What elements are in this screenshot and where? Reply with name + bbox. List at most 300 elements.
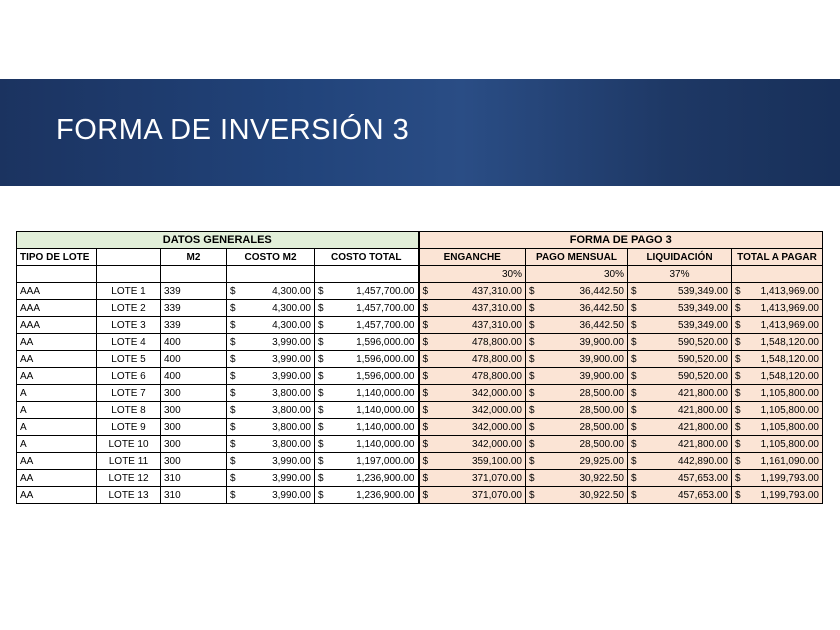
cell-costo-m2	[227, 419, 315, 436]
currency-symbol: $	[735, 404, 741, 416]
money-value	[735, 488, 819, 503]
amount: 1,105,800.00	[760, 421, 819, 433]
cell-costo-total	[315, 385, 419, 402]
currency-symbol: $	[631, 370, 637, 382]
table-row	[17, 402, 823, 419]
currency-symbol: $	[735, 285, 741, 297]
currency-symbol: $	[318, 489, 324, 501]
amount: 1,548,120.00	[760, 370, 819, 382]
cell-pago-mensual	[526, 436, 628, 453]
cell-tipo-de-lote: A	[17, 402, 97, 419]
cell-tipo-de-lote: AA	[17, 470, 97, 487]
cell-enganche	[419, 317, 526, 334]
percent-pago-mensual: 30%	[526, 266, 628, 283]
cell-lote: LOTE 11	[97, 453, 161, 470]
amount: 36,442.50	[579, 285, 624, 297]
group-forma-de-pago: FORMA DE PAGO 3	[419, 232, 823, 249]
amount: 3,990.00	[272, 353, 311, 365]
cell-pago-mensual	[526, 402, 628, 419]
cell-tipo-de-lote: AA	[17, 368, 97, 385]
cell-enganche	[419, 385, 526, 402]
currency-symbol: $	[529, 489, 535, 501]
cell-m2: 400	[161, 334, 227, 351]
cell-costo-total	[315, 402, 419, 419]
cell-costo-m2	[227, 487, 315, 504]
currency-symbol: $	[735, 489, 741, 501]
cell-enganche	[419, 283, 526, 300]
cell-m2: 400	[161, 351, 227, 368]
currency-symbol: $	[735, 421, 741, 433]
empty-cell	[161, 266, 227, 283]
cell-pago-mensual	[526, 317, 628, 334]
currency-symbol: $	[318, 472, 324, 484]
amount: 29,925.00	[579, 455, 624, 467]
cell-total	[732, 368, 823, 385]
money-value	[423, 318, 523, 333]
cell-costo-total	[315, 453, 419, 470]
cell-liquidacion	[628, 402, 732, 419]
slide-title: FORMA DE INVERSIÓN 3	[56, 114, 410, 146]
amount: 36,442.50	[579, 319, 624, 331]
cell-lote: LOTE 10	[97, 436, 161, 453]
amount: 371,070.00	[471, 472, 522, 484]
cell-total	[732, 351, 823, 368]
cell-liquidacion	[628, 351, 732, 368]
amount: 437,310.00	[471, 302, 522, 314]
currency-symbol: $	[422, 438, 429, 450]
money-value	[423, 369, 523, 384]
currency-symbol: $	[422, 336, 429, 348]
percent-row	[17, 266, 823, 283]
money-value	[423, 420, 523, 435]
money-value	[318, 437, 415, 452]
money-value	[735, 454, 819, 469]
money-value	[423, 335, 523, 350]
amount: 1,413,969.00	[760, 319, 819, 331]
cell-costo-m2	[227, 334, 315, 351]
cell-m2: 339	[161, 300, 227, 317]
money-value	[230, 488, 311, 503]
cell-m2: 300	[161, 436, 227, 453]
money-value	[631, 301, 728, 316]
cell-tipo-de-lote: A	[17, 385, 97, 402]
cell-costo-total	[315, 283, 419, 300]
currency-symbol: $	[422, 455, 429, 467]
cell-m2: 310	[161, 470, 227, 487]
money-value	[631, 369, 728, 384]
cell-m2: 400	[161, 368, 227, 385]
currency-symbol: $	[735, 455, 741, 467]
cell-tipo-de-lote: A	[17, 436, 97, 453]
amount: 421,800.00	[677, 387, 728, 399]
amount: 421,800.00	[677, 404, 728, 416]
cell-liquidacion	[628, 300, 732, 317]
header-costo-total: COSTO TOTAL	[315, 249, 419, 266]
money-value	[529, 318, 624, 333]
cell-total	[732, 300, 823, 317]
money-value	[230, 352, 311, 367]
cell-tipo-de-lote: AA	[17, 351, 97, 368]
currency-symbol: $	[422, 404, 429, 416]
amount: 359,100.00	[471, 455, 522, 467]
money-value	[230, 437, 311, 452]
amount: 457,653.00	[677, 489, 728, 501]
currency-symbol: $	[230, 489, 236, 501]
money-value	[735, 318, 819, 333]
cell-lote: LOTE 7	[97, 385, 161, 402]
table-row	[17, 300, 823, 317]
money-value	[318, 369, 415, 384]
currency-symbol: $	[422, 353, 429, 365]
currency-symbol: $	[529, 421, 535, 433]
amount: 342,000.00	[471, 438, 522, 450]
table-row	[17, 368, 823, 385]
empty-cell	[17, 266, 97, 283]
currency-symbol: $	[318, 387, 324, 399]
currency-symbol: $	[631, 353, 637, 365]
cell-enganche	[419, 334, 526, 351]
cell-m2: 300	[161, 419, 227, 436]
amount: 342,000.00	[471, 387, 522, 399]
header-pago-mensual: PAGO MENSUAL	[526, 249, 628, 266]
money-value	[318, 454, 415, 469]
money-value	[735, 369, 819, 384]
amount: 437,310.00	[471, 319, 522, 331]
cell-costo-total	[315, 436, 419, 453]
money-value	[423, 352, 523, 367]
money-value	[318, 284, 415, 299]
money-value	[230, 369, 311, 384]
amount: 1,596,000.00	[356, 336, 415, 348]
cell-lote: LOTE 5	[97, 351, 161, 368]
cell-lote: LOTE 9	[97, 419, 161, 436]
currency-symbol: $	[631, 285, 637, 297]
currency-symbol: $	[230, 455, 236, 467]
currency-symbol: $	[318, 353, 324, 365]
cell-total	[732, 436, 823, 453]
money-value	[735, 471, 819, 486]
cell-total	[732, 385, 823, 402]
money-value	[735, 420, 819, 435]
money-value	[318, 471, 415, 486]
money-value	[230, 335, 311, 350]
amount: 36,442.50	[579, 302, 624, 314]
currency-symbol: $	[529, 370, 535, 382]
amount: 1,105,800.00	[760, 404, 819, 416]
money-value	[631, 386, 728, 401]
amount: 342,000.00	[471, 404, 522, 416]
money-value	[735, 437, 819, 452]
empty-cell	[315, 266, 419, 283]
currency-symbol: $	[529, 387, 535, 399]
table-row	[17, 487, 823, 504]
cell-costo-total	[315, 334, 419, 351]
money-value	[423, 437, 523, 452]
amount: 590,520.00	[677, 336, 728, 348]
amount: 1,161,090.00	[760, 455, 819, 467]
cell-lote: LOTE 8	[97, 402, 161, 419]
money-value	[631, 403, 728, 418]
cell-liquidacion	[628, 317, 732, 334]
cell-lote: LOTE 1	[97, 283, 161, 300]
amount: 1,199,793.00	[760, 489, 819, 501]
currency-symbol: $	[529, 285, 535, 297]
currency-symbol: $	[631, 404, 637, 416]
cell-liquidacion	[628, 283, 732, 300]
cell-costo-m2	[227, 351, 315, 368]
currency-symbol: $	[318, 302, 324, 314]
money-value	[529, 369, 624, 384]
currency-symbol: $	[422, 370, 429, 382]
cell-tipo-de-lote: AAA	[17, 317, 97, 334]
currency-symbol: $	[318, 404, 324, 416]
money-value	[529, 284, 624, 299]
currency-symbol: $	[735, 336, 741, 348]
currency-symbol: $	[735, 353, 741, 365]
cell-costo-m2	[227, 385, 315, 402]
amount: 1,236,900.00	[356, 489, 415, 501]
amount: 3,990.00	[272, 472, 311, 484]
column-header-row	[17, 249, 823, 266]
empty-cell	[97, 266, 161, 283]
amount: 478,800.00	[471, 353, 522, 365]
currency-symbol: $	[230, 336, 236, 348]
currency-symbol: $	[529, 472, 535, 484]
header-total-a-pagar: TOTAL A PAGAR	[732, 249, 823, 266]
cell-lote: LOTE 6	[97, 368, 161, 385]
header-lote	[97, 249, 161, 266]
cell-m2: 300	[161, 385, 227, 402]
amount: 39,900.00	[579, 336, 624, 348]
money-value	[230, 403, 311, 418]
amount: 1,105,800.00	[760, 438, 819, 450]
cell-pago-mensual	[526, 368, 628, 385]
cell-total	[732, 470, 823, 487]
currency-symbol: $	[422, 285, 429, 297]
cell-total	[732, 317, 823, 334]
amount: 590,520.00	[677, 370, 728, 382]
cell-tipo-de-lote: A	[17, 419, 97, 436]
money-value	[529, 403, 624, 418]
amount: 3,800.00	[272, 387, 311, 399]
amount: 1,457,700.00	[356, 285, 415, 297]
money-value	[230, 454, 311, 469]
amount: 28,500.00	[579, 404, 624, 416]
money-value	[423, 488, 523, 503]
currency-symbol: $	[735, 438, 741, 450]
table-row	[17, 436, 823, 453]
cell-liquidacion	[628, 334, 732, 351]
amount: 478,800.00	[471, 370, 522, 382]
amount: 3,800.00	[272, 438, 311, 450]
money-value	[423, 471, 523, 486]
money-value	[423, 454, 523, 469]
money-value	[230, 420, 311, 435]
money-value	[735, 301, 819, 316]
cell-tipo-de-lote: AA	[17, 487, 97, 504]
currency-symbol: $	[631, 472, 637, 484]
amount: 1,197,000.00	[356, 455, 415, 467]
currency-symbol: $	[422, 387, 429, 399]
cell-enganche	[419, 436, 526, 453]
money-value	[230, 386, 311, 401]
money-value	[735, 403, 819, 418]
cell-m2: 300	[161, 453, 227, 470]
cell-costo-m2	[227, 436, 315, 453]
currency-symbol: $	[230, 353, 236, 365]
money-value	[318, 318, 415, 333]
money-value	[631, 284, 728, 299]
money-value	[529, 420, 624, 435]
money-value	[529, 352, 624, 367]
money-value	[735, 335, 819, 350]
cell-m2: 300	[161, 402, 227, 419]
amount: 478,800.00	[471, 336, 522, 348]
amount: 1,457,700.00	[356, 319, 415, 331]
currency-symbol: $	[318, 370, 324, 382]
amount: 30,922.50	[579, 472, 624, 484]
currency-symbol: $	[631, 302, 637, 314]
amount: 3,990.00	[272, 489, 311, 501]
currency-symbol: $	[529, 455, 535, 467]
cell-m2: 310	[161, 487, 227, 504]
header-tipo-de-lote: TIPO DE LOTE	[17, 249, 97, 266]
cell-tipo-de-lote: AAA	[17, 283, 97, 300]
cell-costo-m2	[227, 283, 315, 300]
currency-symbol: $	[735, 370, 741, 382]
cell-costo-total	[315, 487, 419, 504]
amount: 421,800.00	[677, 421, 728, 433]
group-datos-generales: DATOS GENERALES	[17, 232, 419, 249]
amount: 1,548,120.00	[760, 336, 819, 348]
table-row	[17, 334, 823, 351]
cell-lote: LOTE 2	[97, 300, 161, 317]
cell-m2: 339	[161, 317, 227, 334]
money-value	[230, 318, 311, 333]
cell-pago-mensual	[526, 385, 628, 402]
cell-liquidacion	[628, 368, 732, 385]
amount: 28,500.00	[579, 387, 624, 399]
amount: 1,140,000.00	[356, 421, 415, 433]
currency-symbol: $	[529, 336, 535, 348]
cell-tipo-de-lote: AA	[17, 334, 97, 351]
currency-symbol: $	[735, 302, 741, 314]
cell-pago-mensual	[526, 334, 628, 351]
cell-pago-mensual	[526, 300, 628, 317]
currency-symbol: $	[735, 472, 741, 484]
cell-enganche	[419, 300, 526, 317]
amount: 1,140,000.00	[356, 404, 415, 416]
group-header-row	[17, 232, 823, 249]
money-value	[318, 420, 415, 435]
amount: 421,800.00	[677, 438, 728, 450]
currency-symbol: $	[318, 421, 324, 433]
cell-m2: 339	[161, 283, 227, 300]
cell-total	[732, 402, 823, 419]
currency-symbol: $	[230, 404, 236, 416]
money-value	[423, 403, 523, 418]
money-value	[631, 352, 728, 367]
cell-enganche	[419, 368, 526, 385]
amount: 442,890.00	[677, 455, 728, 467]
currency-symbol: $	[735, 387, 741, 399]
cell-total	[732, 453, 823, 470]
amount: 3,990.00	[272, 336, 311, 348]
cell-total	[732, 419, 823, 436]
money-value	[529, 301, 624, 316]
money-value	[318, 403, 415, 418]
table-row	[17, 470, 823, 487]
amount: 342,000.00	[471, 421, 522, 433]
money-value	[631, 437, 728, 452]
table-row	[17, 385, 823, 402]
amount: 1,596,000.00	[356, 370, 415, 382]
cell-enganche	[419, 419, 526, 436]
currency-symbol: $	[230, 472, 236, 484]
money-value	[631, 471, 728, 486]
currency-symbol: $	[318, 438, 324, 450]
money-value	[318, 488, 415, 503]
amount: 1,140,000.00	[356, 387, 415, 399]
money-value	[529, 386, 624, 401]
amount: 3,800.00	[272, 421, 311, 433]
cell-pago-mensual	[526, 351, 628, 368]
money-value	[318, 335, 415, 350]
header-enganche: ENGANCHE	[419, 249, 526, 266]
header-liquidacion: LIQUIDACIÓN	[628, 249, 732, 266]
cell-pago-mensual	[526, 283, 628, 300]
cell-liquidacion	[628, 487, 732, 504]
cell-lote: LOTE 3	[97, 317, 161, 334]
amount: 1,236,900.00	[356, 472, 415, 484]
amount: 1,140,000.00	[356, 438, 415, 450]
currency-symbol: $	[529, 438, 535, 450]
money-value	[318, 352, 415, 367]
amount: 539,349.00	[677, 302, 728, 314]
amount: 539,349.00	[677, 285, 728, 297]
money-value	[423, 301, 523, 316]
cell-enganche	[419, 470, 526, 487]
money-value	[529, 454, 624, 469]
amount: 1,457,700.00	[356, 302, 415, 314]
amount: 539,349.00	[677, 319, 728, 331]
cell-costo-total	[315, 368, 419, 385]
amount: 28,500.00	[579, 421, 624, 433]
currency-symbol: $	[318, 455, 324, 467]
amount: 371,070.00	[471, 489, 522, 501]
cell-costo-total	[315, 470, 419, 487]
table-row	[17, 351, 823, 368]
currency-symbol: $	[422, 319, 429, 331]
currency-symbol: $	[631, 319, 637, 331]
cell-total	[732, 487, 823, 504]
currency-symbol: $	[529, 319, 535, 331]
money-value	[318, 386, 415, 401]
cell-costo-total	[315, 419, 419, 436]
amount: 1,596,000.00	[356, 353, 415, 365]
cell-costo-m2	[227, 368, 315, 385]
money-value	[631, 420, 728, 435]
money-value	[318, 301, 415, 316]
cell-enganche	[419, 453, 526, 470]
table-row	[17, 419, 823, 436]
currency-symbol: $	[631, 387, 637, 399]
cell-liquidacion	[628, 385, 732, 402]
money-value	[230, 471, 311, 486]
cell-costo-m2	[227, 453, 315, 470]
cell-costo-m2	[227, 300, 315, 317]
money-value	[735, 284, 819, 299]
